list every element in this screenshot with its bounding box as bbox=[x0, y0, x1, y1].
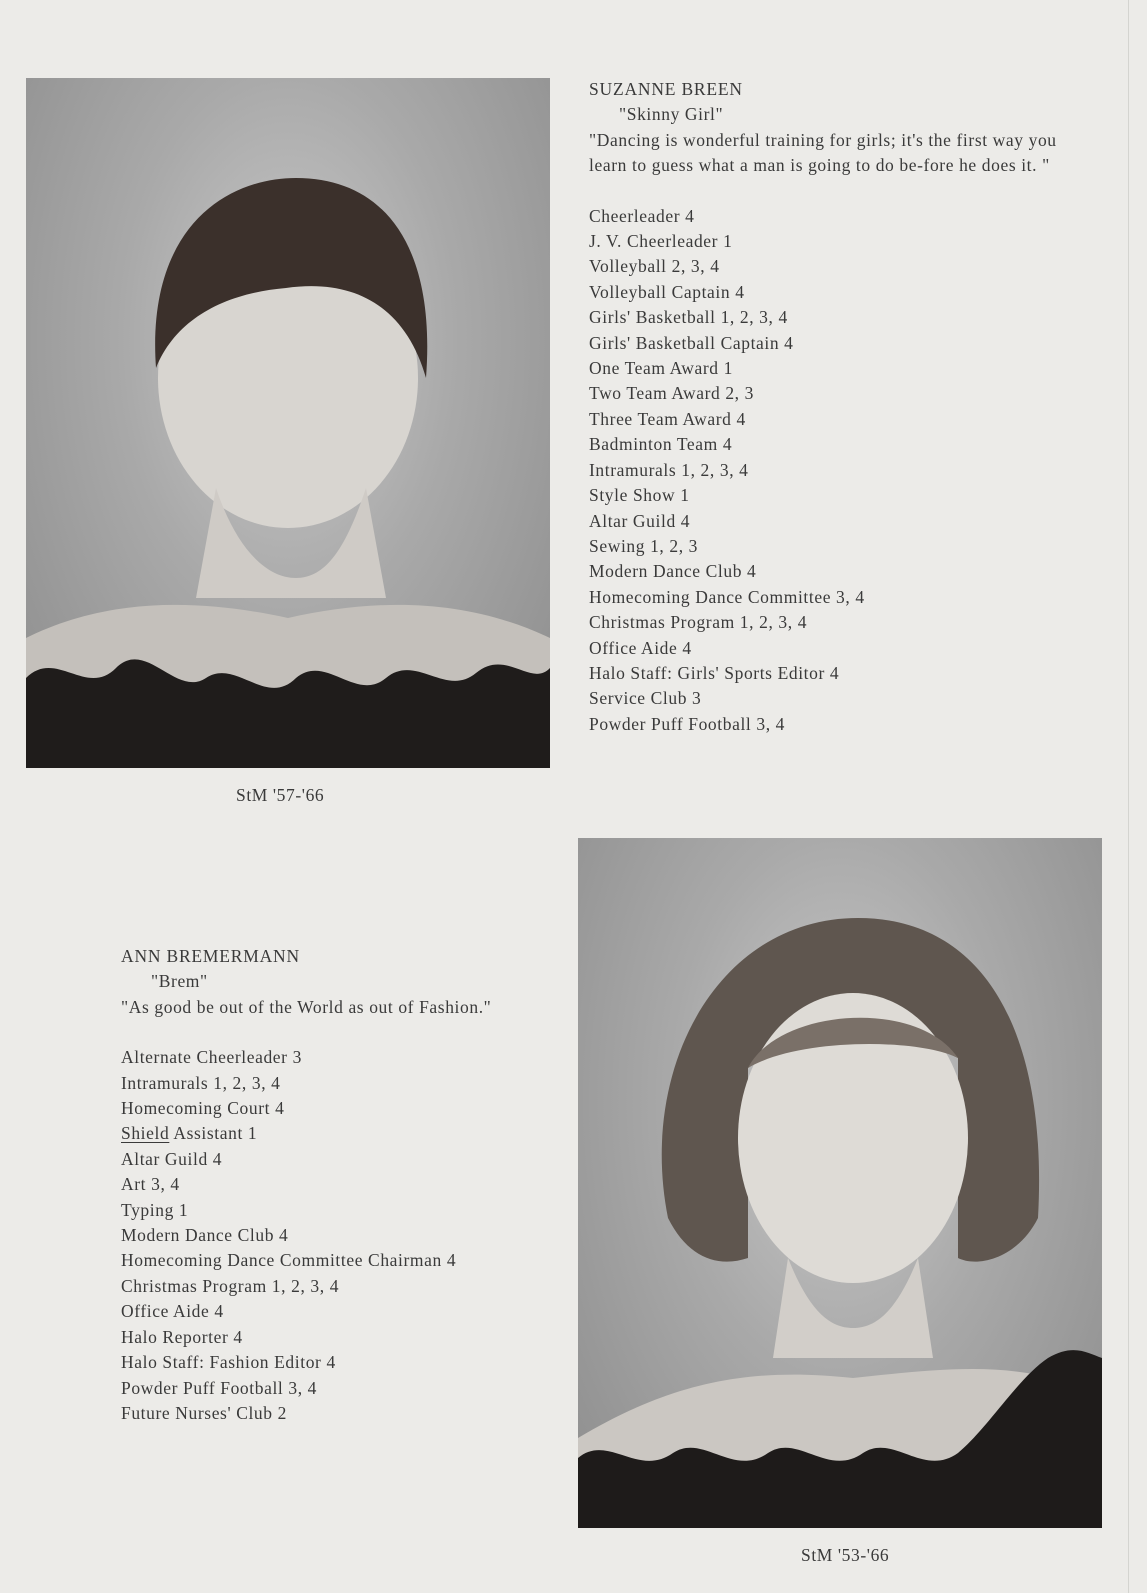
activity-item: Alternate Cheerleader 3 bbox=[121, 1047, 302, 1068]
attendance-years: StM '57-'66 bbox=[236, 785, 325, 805]
activity-item: One Team Award 1 bbox=[589, 358, 733, 379]
activity-item: Badminton Team 4 bbox=[589, 434, 733, 455]
spacer bbox=[589, 179, 1059, 204]
student-bio-suzanne-breen bbox=[589, 77, 1059, 737]
activity-item: Volleyball Captain 4 bbox=[589, 281, 745, 302]
activity-item: Intramurals 1, 2, 3, 4 bbox=[121, 1072, 281, 1093]
portrait-graphic bbox=[26, 78, 550, 768]
activity-item: Homecoming Dance Committee Chairman 4 bbox=[121, 1250, 457, 1271]
activity-item: Halo Reporter 4 bbox=[121, 1326, 243, 1347]
activity-item: Sewing 1, 2, 3 bbox=[589, 535, 699, 556]
spacer bbox=[121, 1020, 591, 1045]
activity-item: Style Show 1 bbox=[589, 485, 690, 506]
portrait-graphic bbox=[578, 838, 1102, 1528]
activity-item: Girls' Basketball Captain 4 bbox=[589, 332, 794, 353]
activity-item: Typing 1 bbox=[121, 1199, 189, 1220]
activity-item: Cheerleader 4 bbox=[589, 205, 695, 226]
activity-item: Three Team Award 4 bbox=[589, 408, 746, 429]
activity-item: Christmas Program 1, 2, 3, 4 bbox=[121, 1275, 340, 1296]
activity-item: Homecoming Court 4 bbox=[121, 1098, 285, 1119]
activity-item: Intramurals 1, 2, 3, 4 bbox=[589, 459, 749, 480]
activity-item: Powder Puff Football 3, 4 bbox=[121, 1377, 317, 1398]
attendance-years: StM '53-'66 bbox=[801, 1545, 890, 1565]
shield-title: Shield bbox=[121, 1123, 170, 1144]
student-quote: "As good be out of the World as out of Fashion." bbox=[121, 996, 492, 1017]
portrait-suzanne-breen bbox=[26, 78, 550, 768]
activity-item: Volleyball 2, 3, 4 bbox=[589, 256, 720, 277]
activity-item: Altar Guild 4 bbox=[121, 1148, 223, 1169]
activity-item: Powder Puff Football 3, 4 bbox=[589, 713, 785, 734]
activity-item: J. V. Cheerleader 1 bbox=[589, 231, 733, 252]
activity-item: Homecoming Dance Committee 3, 4 bbox=[589, 586, 865, 607]
page-edge bbox=[1128, 0, 1129, 1593]
activities-list bbox=[121, 1045, 591, 1426]
activity-item: Christmas Program 1, 2, 3, 4 bbox=[589, 612, 808, 633]
activity-item-shield bbox=[121, 1121, 591, 1146]
activity-item: Service Club 3 bbox=[589, 688, 702, 709]
activities-list bbox=[589, 204, 1059, 738]
activity-item: Modern Dance Club 4 bbox=[121, 1225, 289, 1246]
student-bio-ann-bremermann bbox=[121, 944, 591, 1426]
activity-item: Girls' Basketball 1, 2, 3, 4 bbox=[589, 307, 788, 328]
activity-item: Art 3, 4 bbox=[121, 1174, 180, 1195]
activity-item: Office Aide 4 bbox=[121, 1301, 224, 1322]
student-name: ANN BREMERMANN bbox=[121, 946, 300, 966]
activity-item: Office Aide 4 bbox=[589, 637, 692, 658]
student-nickname: "Brem" bbox=[151, 971, 208, 992]
student-quote: "Dancing is wonderful training for girls; it's the first way you learn to guess what a man is going to do be-fore he does it. " bbox=[589, 129, 1057, 176]
activity-item: Modern Dance Club 4 bbox=[589, 561, 757, 582]
shield-role: Assistant 1 bbox=[173, 1123, 258, 1144]
student-name: SUZANNE BREEN bbox=[589, 79, 743, 99]
portrait-ann-bremermann bbox=[578, 838, 1102, 1528]
activity-item: Altar Guild 4 bbox=[589, 510, 691, 531]
activity-item: Two Team Award 2, 3 bbox=[589, 383, 754, 404]
student-nickname: "Skinny Girl" bbox=[619, 104, 724, 125]
activity-item: Halo Staff: Fashion Editor 4 bbox=[121, 1352, 336, 1373]
activity-item: Halo Staff: Girls' Sports Editor 4 bbox=[589, 662, 840, 683]
activity-item: Future Nurses' Club 2 bbox=[121, 1402, 287, 1423]
